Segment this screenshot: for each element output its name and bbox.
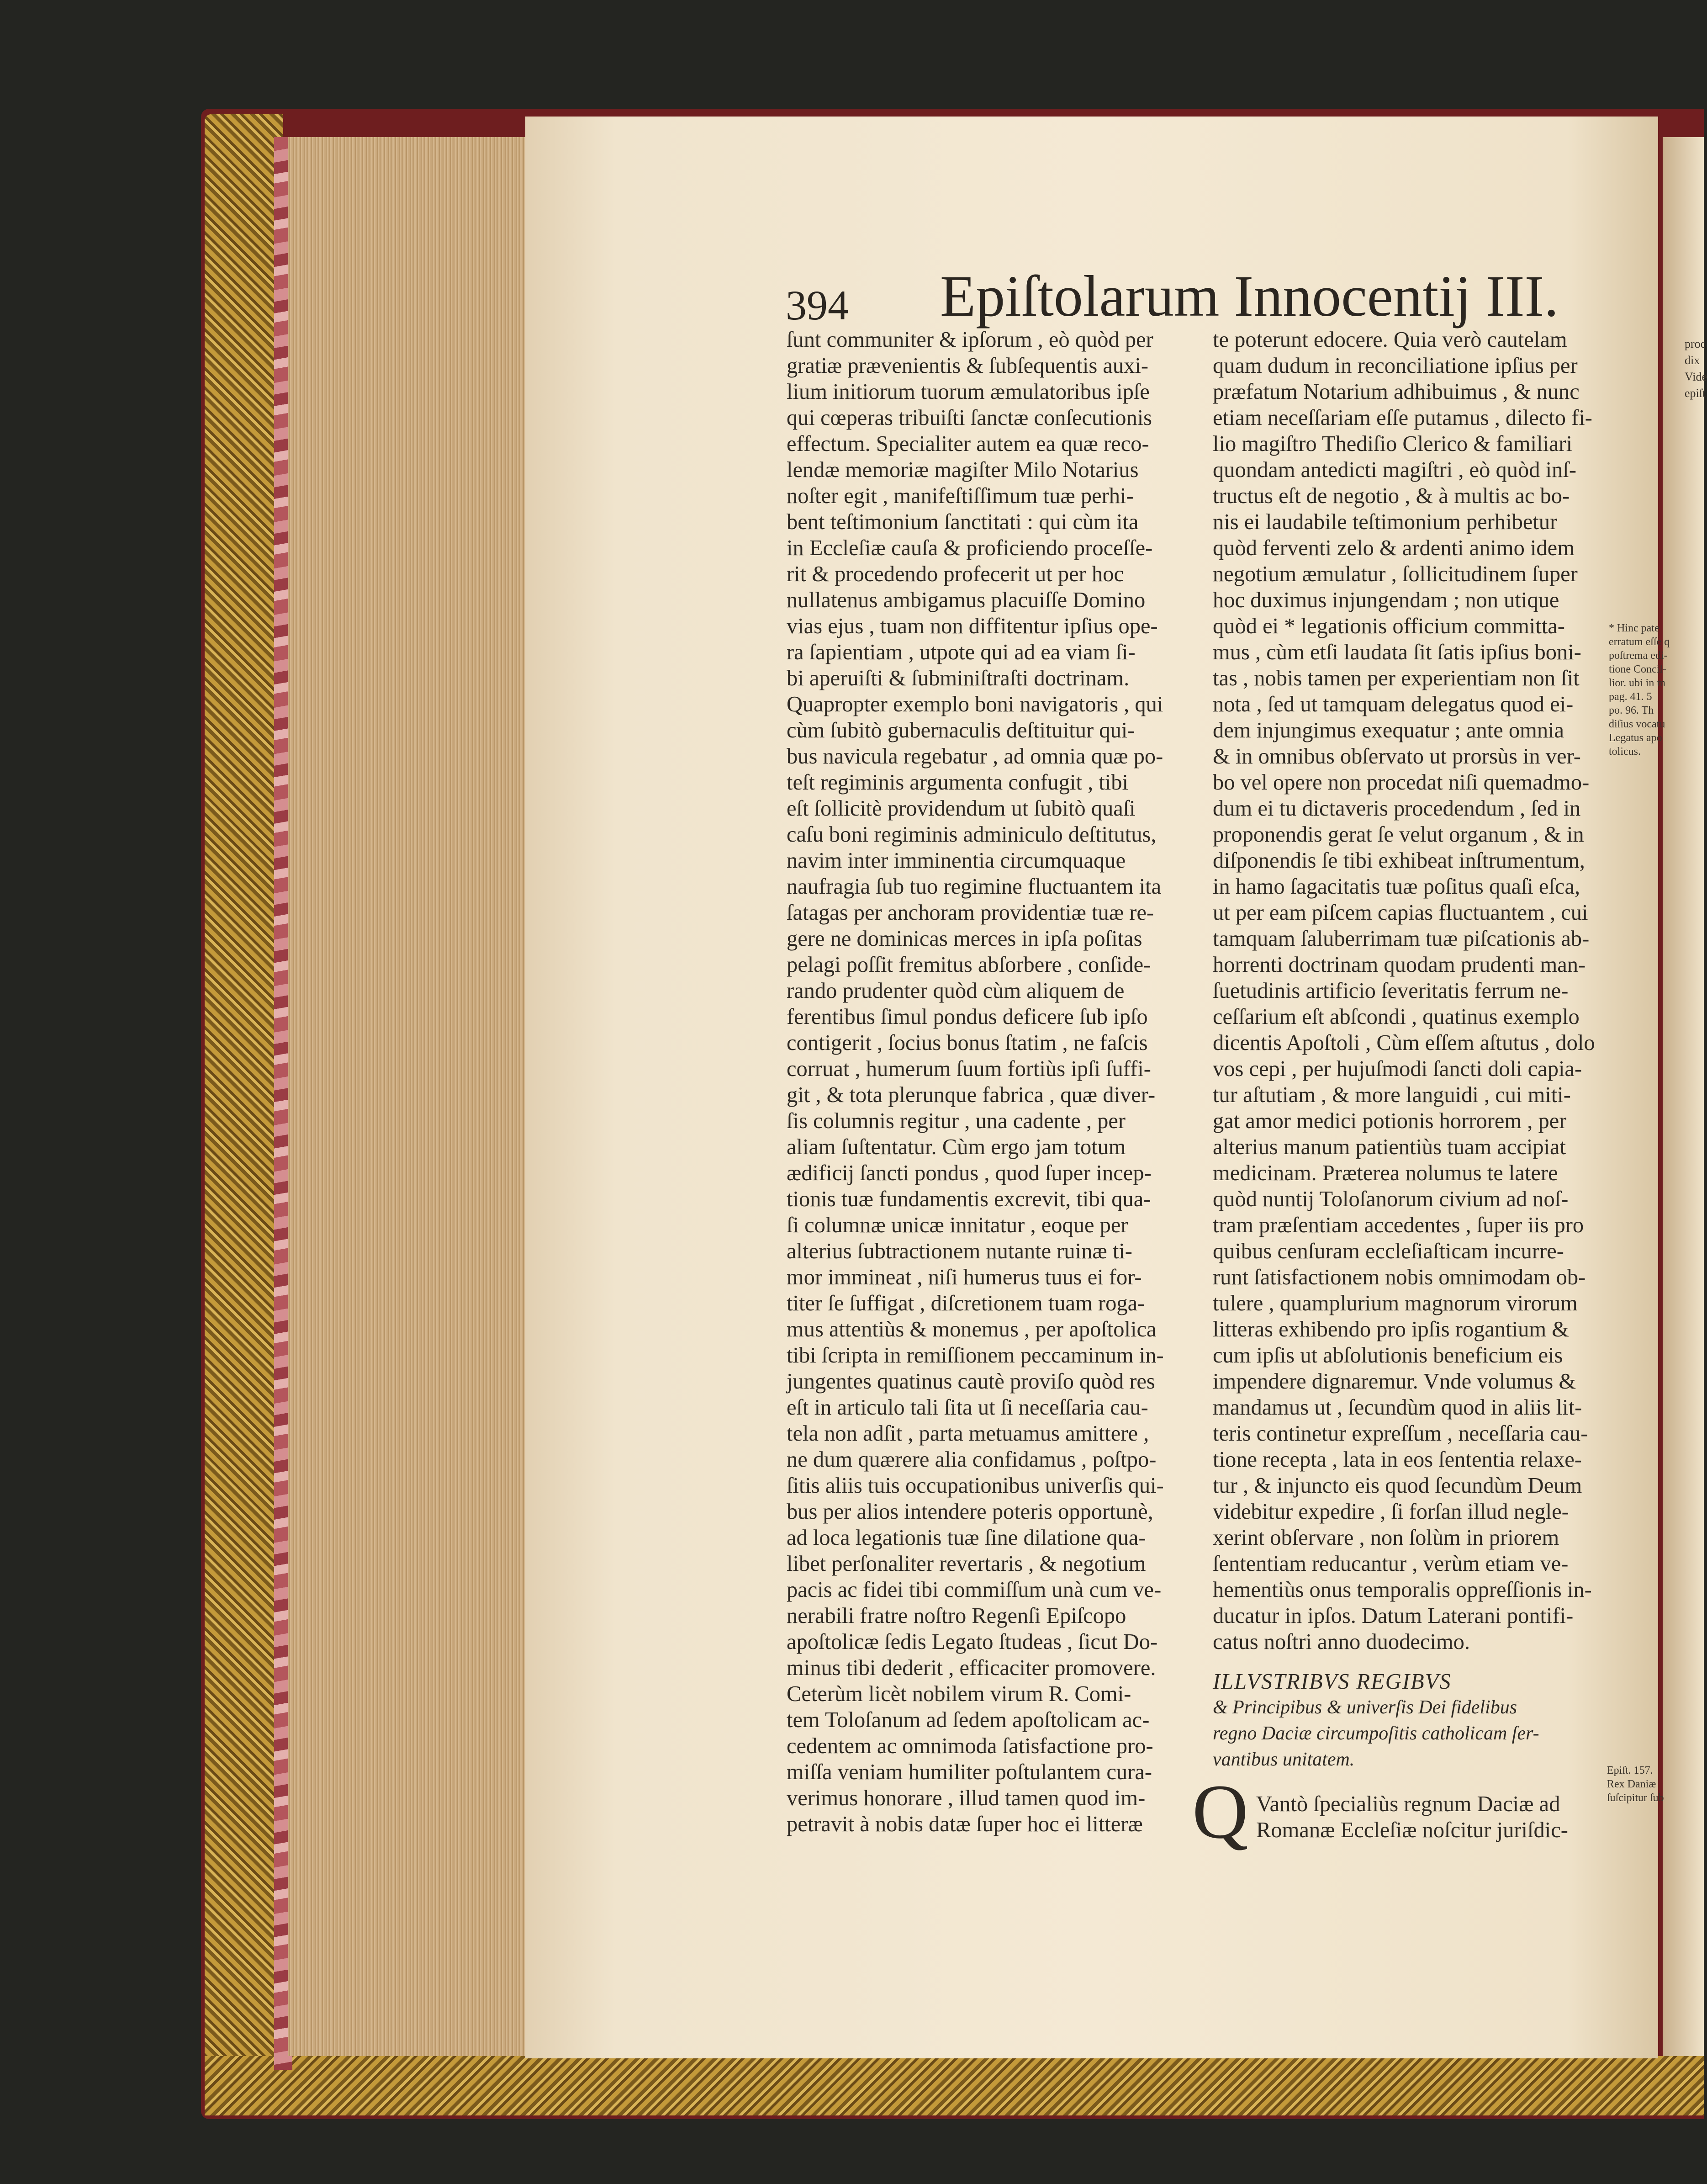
text-line: mus attentiùs & monemus , per apoſtolica [787, 1317, 1157, 1341]
text-line: noſter egit , manifeſtiſſimum tuæ perhi- [787, 484, 1134, 508]
text-line: mandamus ut , ſecundùm quod in aliis lit- [1213, 1395, 1582, 1420]
text-line: negotium æmulatur , ſollicitudinem ſuper [1213, 562, 1578, 586]
page-edges [288, 137, 530, 2056]
text-line: tur aſtutiam , & more languidi , cui miti- [1213, 1083, 1571, 1107]
heading-line: ILLVSTRIBVS REGIBVS [1213, 1670, 1452, 1694]
heading-line: regno Daciæ circumpoſitis catholicam ſer- [1213, 1723, 1539, 1744]
text-line: minus tibi dederit , efficaciter promovere. [787, 1656, 1156, 1680]
text-line: vias ejus , tuam non diffitentur ipſius ope- [787, 614, 1158, 638]
text-line: runt ſatisfactionem nobis omnimodam ob- [1213, 1265, 1586, 1289]
text-line: tela non adſit , parta metuamus amittere , [787, 1421, 1149, 1446]
fragment-line: proc [1685, 337, 1706, 350]
page-number: 394 [786, 282, 849, 329]
text-line: cedentem ac omnimoda ſatisfactione pro- [787, 1734, 1153, 1758]
text-line: ſuetudinis artificio ſeveritatis ferrum ne- [1213, 979, 1569, 1003]
text-line: Romanæ Eccleſiæ noſcitur juriſdic- [1256, 1818, 1568, 1842]
text-line: quòd ei * legationis officium committa- [1213, 614, 1565, 638]
next-page-fragment [1685, 336, 1707, 402]
text-line: eſt ſollicitè providendum ut ſubitò quaſi [787, 796, 1136, 821]
text-line: nerabili fratre noſtro Regenſi Epiſcopo [787, 1604, 1126, 1628]
text-line: mor immineat , niſi humerus tuus ei for- [787, 1265, 1142, 1289]
text-line: in Eccleſiæ cauſa & proficiendo proceſſe- [787, 536, 1153, 560]
text-line: effectum. Specialiter autem ea quæ reco- [787, 432, 1149, 456]
fragment-line: epiſt [1685, 387, 1706, 400]
text-line: dum ei tu dictaveris procedendum , ſed in [1213, 796, 1581, 821]
running-title: Epiſtolarum Innocentij III. [940, 264, 1559, 329]
text-line: tem Toloſanum ad ſedem apoſtolicam ac- [787, 1708, 1150, 1732]
margin-note-line: * Hinc pate [1609, 622, 1659, 634]
text-line: præfatum Notarium adhibuimus , & nunc [1213, 380, 1580, 404]
text-line: ſitis aliis tuis occupationibus univerſis qui- [787, 1474, 1164, 1498]
text-line: dem injungimus exequatur ; ante omnia [1213, 718, 1564, 742]
text-line: titer ſe ſuffigat , diſcretionem tuam roga- [787, 1291, 1145, 1315]
text-line: caſu boni regiminis adminiculo deſtitutus, [787, 822, 1157, 847]
margin-note-line: diſius vocatu [1609, 718, 1665, 730]
text-line: libet perſonaliter revertaris , & negotium [787, 1552, 1146, 1576]
text-line: apoſtolicæ ſedis Legato ſtudeas , ſicut Do- [787, 1630, 1158, 1654]
margin-note-line: poſtrema edi- [1609, 650, 1668, 662]
text-line: git , & tota plerunque fabrica , quæ diver- [787, 1083, 1156, 1107]
text-line: tram præſentiam accedentes , ſuper iis pro [1213, 1213, 1584, 1237]
text-line: catus noſtri anno duodecimo. [1213, 1630, 1470, 1654]
text-line: proponendis gerat ſe velut organum , & in [1213, 822, 1584, 847]
next-page-edge [1663, 137, 1704, 2056]
text-line: alterius ſubtractionem nutante ruinæ ti- [787, 1239, 1132, 1263]
text-line: rando prudenter quòd cùm aliquem de [787, 979, 1125, 1003]
text-line: quòd nuntij Toloſanorum civium ad noſ- [1213, 1187, 1569, 1211]
letter-opening [1213, 1791, 1615, 1843]
text-line: aliam ſuſtentatur. Cùm ergo jam totum [787, 1135, 1126, 1159]
margin-note-epist-157 [1607, 1764, 1664, 1805]
text-line: ne dum quærere alia confidamus , poſtpo- [787, 1447, 1157, 1472]
text-line: qui cœperas tribuiſti ſanctæ conſecutionis [787, 406, 1152, 430]
text-line: xerint obſervare , non ſolùm in priorem [1213, 1526, 1559, 1550]
text-line: nota , ſed ut tamquam delegatus quod ei- [1213, 692, 1574, 716]
text-line: ut per eam piſcem capias fluctuantem , cui [1213, 901, 1588, 925]
text-line: Ceterùm licèt nobilem virum R. Comi- [787, 1682, 1131, 1706]
gilt-edge-left [205, 114, 283, 2111]
text-line: jungentes quatinus cautè proviſo quòd res [787, 1369, 1155, 1394]
text-line: lendæ memoriæ magiſter Milo Notarius [787, 458, 1139, 482]
text-line: cum ipſis ut abſolutionis beneficium eis [1213, 1343, 1563, 1368]
text-line: quondam antedicti magiſtri , eò quòd inſ- [1213, 458, 1577, 482]
text-line: ſi columnæ unicæ innitatur , eoque per [787, 1213, 1128, 1237]
text-line: bo vel opere non procedat niſi quemadmo- [1213, 770, 1590, 795]
margin-note-line: Legatus apo [1609, 732, 1662, 744]
text-line: ad loca legationis tuæ ſine dilatione qua- [787, 1526, 1146, 1550]
text-line: eſt in articulo tali ſita ut ſi neceſſaria cau- [787, 1395, 1148, 1420]
text-line: teris continetur expreſſum , neceſſaria cau- [1213, 1421, 1588, 1446]
text-line: tamquam ſaluberrimam tuæ piſcationis ab- [1213, 927, 1590, 951]
text-line: tulere , quamplurium magnorum virorum [1213, 1291, 1578, 1315]
text-line: in hamo ſagacitatis tuæ poſitus quaſi eſca, [1213, 875, 1580, 899]
text-line: cùm ſubitò gubernaculis deſtituitur qui- [787, 718, 1135, 742]
text-line: vos cepi , per hujuſmodi ſancti doli capia- [1213, 1057, 1582, 1081]
text-line: tibi ſcripta in remiſſionem peccaminum in- [787, 1343, 1164, 1368]
text-line: ſententiam reducantur , verùm etiam ve- [1213, 1552, 1569, 1576]
margin-note-line: pag. 41. 5 [1609, 691, 1652, 703]
text-line: ſunt communiter & ipſorum , eò quòd per [787, 328, 1153, 352]
text-line: quam dudum in reconciliatione ipſius per [1213, 354, 1578, 378]
text-line: hementiùs onus temporalis oppreſſionis in- [1213, 1578, 1592, 1602]
text-line: navim inter imminentia circumquaque [787, 848, 1126, 873]
text-line: quibus cenſuram eccleſiaſticam incurre- [1213, 1239, 1564, 1263]
text-line: ferentibus ſimul pondus deficere ſub ipſo [787, 1005, 1148, 1029]
heading-line: & Principibus & univerſis Dei fidelibus [1213, 1697, 1517, 1718]
text-line: tur , & injuncto eis quod ſecundùm Deum [1213, 1474, 1582, 1498]
margin-note-hinc-patet [1609, 621, 1670, 758]
right-text-column [1213, 327, 1615, 1843]
text-line: bi aperuiſti & ſubminiſtraſti doctrinam. [787, 666, 1130, 690]
text-line: ra ſapientiam , utpote qui ad ea viam ſi- [787, 640, 1136, 664]
text-line: te poterunt edocere. Quia verò cautelam [1213, 328, 1567, 352]
text-line: corruat , humerum ſuum fortiùs ipſi ſuffi- [787, 1057, 1151, 1081]
text-line: quòd ferventi zelo & ardenti animo idem [1213, 536, 1575, 560]
margin-note-line: po. 96. Th [1609, 705, 1654, 716]
text-line: Vantò ſpecialiùs regnum Daciæ ad [1256, 1792, 1560, 1816]
text-line: bent teſtimonium ſanctitati : qui cùm ita [787, 510, 1139, 534]
margin-note-line: tolicus. [1609, 746, 1641, 758]
text-line: rit & procedendo profecerit ut per hoc [787, 562, 1124, 586]
text-line: impendere dignaremur. Vnde volumus & [1213, 1369, 1576, 1394]
text-line: ædificij ſancti pondus , quod ſuper incep- [787, 1161, 1152, 1185]
text-line: videbitur expedire , ſi forſan illud negle- [1213, 1500, 1569, 1524]
text-line: mus , cùm etſi laudata ſit ſatis ipſius boni- [1213, 640, 1581, 664]
text-line: Quapropter exemplo boni navigatoris , qui [787, 692, 1163, 716]
text-line: tionis tuæ fundamentis excrevit, tibi qua- [787, 1187, 1151, 1211]
text-line: dicentis Apoſtoli , Cùm eſſem aſtutus , dolo [1213, 1031, 1595, 1055]
right-column-body [1213, 327, 1615, 1655]
text-line: lio magiſtro Thediſio Clerico & familiari [1213, 432, 1573, 456]
text-line: contigerit , ſocius bonus ſtatim , ne faſcis [787, 1031, 1148, 1055]
margin-note-line: tione Concil- [1609, 663, 1666, 675]
text-line: diſponendis ſe tibi exhibeat inſtrumentum, [1213, 848, 1585, 873]
text-line: naufragia ſub tuo regimine fluctuantem ita [787, 875, 1162, 899]
text-line: miſſa veniam humiliter poſtulantem cura- [787, 1760, 1152, 1784]
text-line: medicinam. Præterea nolumus te latere [1213, 1161, 1558, 1185]
text-line: ſis columnis regitur , una cadente , per [787, 1109, 1126, 1133]
text-line: teſt regiminis argumenta confugit , tibi [787, 770, 1129, 795]
letter-heading [1213, 1669, 1615, 1773]
text-line: pacis ac fidei tibi commiſſum unà cum ve- [787, 1578, 1162, 1602]
fragment-line: Vide [1685, 370, 1707, 383]
fragment-line: dix [1685, 354, 1700, 367]
gilt-edge-bottom [205, 2056, 1704, 2115]
text-line: litteras exhibendo pro ipſis rogantium & [1213, 1317, 1569, 1341]
text-line: pelagi poſſit fremitus abſorbere , conſide- [787, 953, 1151, 977]
text-line: ducatur in ipſos. Datum Laterani pontifi- [1213, 1604, 1574, 1628]
text-line: etiam neceſſariam eſſe putamus , dilecto fi- [1213, 406, 1592, 430]
text-line: alterius manum patientiùs tuam accipiat [1213, 1135, 1566, 1159]
text-line: gat amor medici potionis horrorem , per [1213, 1109, 1567, 1133]
text-line: bus navicula regebatur , ad omnia quæ po- [787, 744, 1163, 769]
text-line: hoc duximus injungendam ; non utique [1213, 588, 1559, 612]
text-line: petravit à nobis datæ ſuper hoc ei litteræ [787, 1812, 1143, 1836]
margin-note-line: Epiſt. 157. [1607, 1765, 1653, 1776]
text-line: horrenti doctrinam quodam prudenti man- [1213, 953, 1586, 977]
text-line: verimus honorare , illud tamen quod im- [787, 1786, 1146, 1810]
text-line: ceſſarium eſt abſcondi , quatinus exemplo [1213, 1005, 1580, 1029]
text-line: gratiæ prævenientis & ſubſequentis auxi- [787, 354, 1149, 378]
drop-cap: Q [1192, 1769, 1248, 1855]
text-line: ſatagas per anchoram providentiæ tuæ re- [787, 901, 1154, 925]
left-text-column [787, 327, 1198, 1837]
text-line: nullatenus ambigamus placuiſſe Domino [787, 588, 1146, 612]
margin-note-line: ſuſcipitur ſub [1607, 1792, 1664, 1804]
text-line: nis ei laudabile teſtimonium perhibetur [1213, 510, 1558, 534]
heading-line: vantibus unitatem. [1213, 1749, 1355, 1770]
margin-note-line: erratum eſſe q [1609, 636, 1670, 648]
text-line: bus per alios intendere poteris opportunè, [787, 1500, 1153, 1524]
margin-note-line: lior. ubi in m [1609, 677, 1666, 689]
text-line: tructus eſt de negotio , & à multis ac bo- [1213, 484, 1570, 508]
text-line: tas , nobis tamen per experientiam non ſit [1213, 666, 1580, 690]
margin-note-line: Rex Daniæ [1607, 1778, 1656, 1790]
text-line: & in omnibus obſervato ut prorsùs in ver- [1213, 744, 1581, 769]
running-head [786, 263, 1603, 336]
text-line: gere ne dominicas merces in ipſa poſitas [787, 927, 1142, 951]
text-line: lium initiorum tuorum æmulatoribus ipſe [787, 380, 1150, 404]
text-line: tione recepta , lata in eos ſententia relaxe- [1213, 1447, 1582, 1472]
